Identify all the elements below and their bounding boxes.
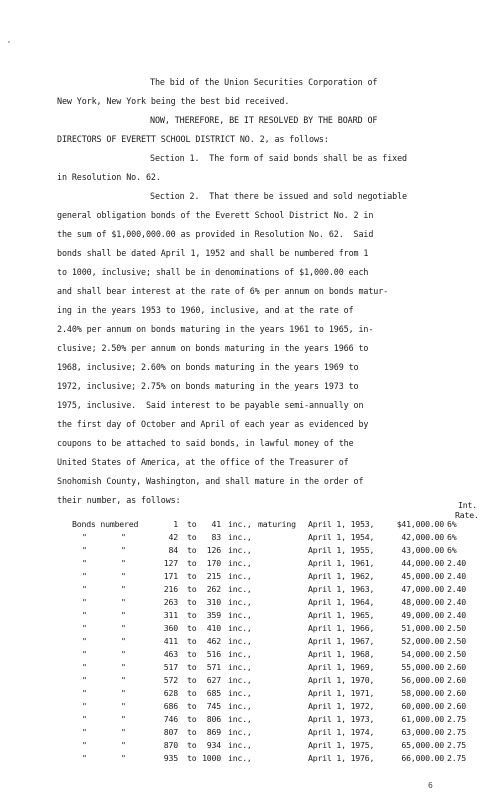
maturity-amount: 43,000.00 (401, 545, 444, 555)
ditto-mark: " (121, 623, 126, 633)
to-label: to (187, 519, 197, 529)
interest-rate: 2.40 (447, 597, 466, 607)
maturity-amount: 51,000.00 (401, 623, 444, 633)
body-text-line: to 1000, inclusive; shall be in denominations of $1,000.00 each (57, 267, 369, 277)
bond-number-to: 571 (206, 662, 221, 672)
interest-rate: 2.50 (447, 636, 466, 646)
ditto-mark: " (121, 649, 126, 659)
maturity-amount: $41,000.00 (396, 519, 444, 529)
maturity-date: April 1, 1962, (308, 571, 375, 581)
ditto-mark: " (121, 558, 126, 568)
bond-number-from: 1 (173, 519, 178, 529)
interest-rate: 2.40 (447, 571, 466, 581)
interest-rate: 2.50 (447, 649, 466, 659)
maturity-amount: 47,000.00 (401, 584, 444, 594)
interest-rate: 2.75 (447, 714, 466, 724)
body-text-line: DIRECTORS OF EVERETT SCHOOL DISTRICT NO. 2, as follows: (57, 134, 329, 144)
body-text-line: NOW, THEREFORE, BE IT RESOLVED BY THE BOARD OF (150, 115, 378, 125)
to-label: to (187, 753, 197, 763)
body-text-line: clusive; 2.50% per annum on bonds maturing in the years 1966 to (57, 343, 369, 353)
to-label: to (187, 571, 197, 581)
ditto-mark: " (82, 636, 87, 646)
ditto-mark: " (82, 558, 87, 568)
inclusive-label: inc., (228, 740, 252, 750)
interest-rate: 2.40 (447, 584, 466, 594)
bond-number-to: 215 (206, 571, 221, 581)
inclusive-label: inc., (228, 532, 252, 542)
body-text-line: the first day of October and April of each year as evidenced by (57, 419, 369, 429)
maturity-date: April 1, 1953, (308, 519, 375, 529)
maturity-date: April 1, 1967, (308, 636, 375, 646)
maturity-amount: 45,000.00 (401, 571, 444, 581)
to-label: to (187, 610, 197, 620)
maturity-amount: 66,000.00 (401, 753, 444, 763)
bond-number-to: 359 (206, 610, 221, 620)
bond-number-to: 262 (206, 584, 221, 594)
to-label: to (187, 532, 197, 542)
bond-number-to: 934 (206, 740, 221, 750)
bond-number-to: 170 (206, 558, 221, 568)
bond-number-to: 410 (206, 623, 221, 633)
inclusive-label: inc., (228, 714, 252, 724)
body-text-line: 1975, inclusive. Said interest to be payable semi-annually on (57, 400, 364, 410)
bond-number-from: 127 (163, 558, 178, 568)
to-label: to (187, 623, 197, 633)
bond-number-from: 360 (163, 623, 178, 633)
maturity-date: April 1, 1971, (308, 688, 375, 698)
bond-number-to: 685 (206, 688, 221, 698)
maturity-date: April 1, 1961, (308, 558, 375, 568)
maturity-date: April 1, 1970, (308, 675, 375, 685)
interest-rate: 2.40 (447, 610, 466, 620)
to-label: to (187, 636, 197, 646)
bond-number-to: 126 (206, 545, 221, 555)
interest-rate: 6% (447, 519, 457, 529)
body-text-line: ing in the years 1953 to 1960, inclusive, and at the rate of (57, 305, 354, 315)
bond-number-from: 171 (163, 571, 178, 581)
to-label: to (187, 714, 197, 724)
inclusive-label: inc., (228, 571, 252, 581)
maturity-date: April 1, 1976, (308, 753, 375, 763)
to-label: to (187, 662, 197, 672)
ditto-mark: " (121, 584, 126, 594)
ditto-mark: " (121, 701, 126, 711)
inclusive-label: inc., (228, 688, 252, 698)
maturity-amount: 63,000.00 (401, 727, 444, 737)
interest-rate: 6% (447, 545, 457, 555)
interest-rate: 2.60 (447, 701, 466, 711)
bond-number-from: 463 (163, 649, 178, 659)
bond-number-from: 870 (163, 740, 178, 750)
maturity-date: April 1, 1963, (308, 584, 375, 594)
maturity-amount: 49,000.00 (401, 610, 444, 620)
maturity-amount: 48,000.00 (401, 597, 444, 607)
body-text-line: 1972, inclusive; 2.75% on bonds maturing in the years 1973 to (57, 381, 359, 391)
ditto-mark: " (82, 597, 87, 607)
ditto-mark: " (121, 597, 126, 607)
body-text-line: 1968, inclusive; 2.60% on bonds maturing in the years 1969 to (57, 362, 359, 372)
ditto-mark: " (82, 649, 87, 659)
bond-number-to: 41 (211, 519, 221, 529)
ditto-mark: " (121, 675, 126, 685)
body-text-line: bonds shall be dated April 1, 1952 and shall be numbered from 1 (57, 248, 369, 258)
maturity-amount: 60,000.00 (401, 701, 444, 711)
maturity-date: April 1, 1973, (308, 714, 375, 724)
interest-rate: 2.60 (447, 688, 466, 698)
ditto-mark: " (82, 584, 87, 594)
interest-rate: 2.60 (447, 662, 466, 672)
bond-number-to: 516 (206, 649, 221, 659)
to-label: to (187, 688, 197, 698)
to-label: to (187, 740, 197, 750)
to-label: to (187, 558, 197, 568)
body-text-line: Section 1. The form of said bonds shall be as fixed (150, 153, 407, 163)
ditto-mark: " (82, 545, 87, 555)
ditto-mark: " (121, 571, 126, 581)
bond-number-to: 1000 (202, 753, 221, 763)
maturity-date: April 1, 1968, (308, 649, 375, 659)
bond-number-to: 310 (206, 597, 221, 607)
inclusive-label: inc., (228, 558, 252, 568)
bond-number-to: 462 (206, 636, 221, 646)
ditto-mark: " (82, 532, 87, 542)
ditto-mark: " (82, 714, 87, 724)
ditto-mark: " (121, 662, 126, 672)
bond-number-from: 411 (163, 636, 178, 646)
rate-header-line: Int. (458, 500, 477, 510)
inclusive-label: inc., (228, 701, 252, 711)
to-label: to (187, 545, 197, 555)
body-text-line: in Resolution No. 62. (57, 172, 161, 182)
to-label: to (187, 727, 197, 737)
bond-number-from: 311 (163, 610, 178, 620)
ditto-mark: " (82, 675, 87, 685)
maturity-amount: 52,000.00 (401, 636, 444, 646)
inclusive-label: inc., (228, 519, 252, 529)
inclusive-label: inc., (228, 753, 252, 763)
maturity-date: April 1, 1974, (308, 727, 375, 737)
ditto-mark: " (121, 740, 126, 750)
maturity-amount: 56,000.00 (401, 675, 444, 685)
interest-rate: 6% (447, 532, 457, 542)
bond-number-from: 263 (163, 597, 178, 607)
to-label: to (187, 597, 197, 607)
body-text-line: New York, New York being the best bid received. (57, 96, 290, 106)
to-label: to (187, 649, 197, 659)
to-label: to (187, 584, 197, 594)
maturity-date: April 1, 1954, (308, 532, 375, 542)
inclusive-label: inc., (228, 610, 252, 620)
maturity-amount: 54,000.00 (401, 649, 444, 659)
maturity-amount: 42,000.00 (401, 532, 444, 542)
body-text-line: coupons to be attached to said bonds, in lawful money of the (57, 438, 354, 448)
ditto-mark: " (121, 532, 126, 542)
interest-rate: 2.75 (447, 727, 466, 737)
ditto-mark: " (82, 740, 87, 750)
margin-mark: , (7, 36, 12, 44)
maturity-amount: 58,000.00 (401, 688, 444, 698)
bond-number-from: 42 (168, 532, 178, 542)
ditto-mark: " (121, 727, 126, 737)
ditto-mark: " (121, 688, 126, 698)
bonds-numbered-label: Bonds numbered (72, 519, 139, 529)
ditto-mark: " (121, 714, 126, 724)
maturity-date: April 1, 1975, (308, 740, 375, 750)
inclusive-label: inc., (228, 623, 252, 633)
bond-number-from: 807 (163, 727, 178, 737)
bond-number-from: 746 (163, 714, 178, 724)
inclusive-label: inc., (228, 649, 252, 659)
interest-rate: 2.75 (447, 740, 466, 750)
body-text-line: Section 2. That there be issued and sold negotiable (150, 191, 407, 201)
bond-number-from: 628 (163, 688, 178, 698)
ditto-mark: " (121, 636, 126, 646)
body-text-line: general obligation bonds of the Everett School District No. 2 in (57, 210, 374, 220)
body-text-line: Snohomish County, Washington, and shall mature in the order of (57, 476, 364, 486)
ditto-mark: " (82, 701, 87, 711)
bond-number-from: 84 (168, 545, 178, 555)
maturity-amount: 55,000.00 (401, 662, 444, 672)
inclusive-label: inc., (228, 545, 252, 555)
ditto-mark: " (82, 753, 87, 763)
bond-number-from: 935 (163, 753, 178, 763)
maturity-date: April 1, 1972, (308, 701, 375, 711)
ditto-mark: " (82, 662, 87, 672)
ditto-mark: " (82, 571, 87, 581)
bond-number-from: 216 (163, 584, 178, 594)
bond-number-from: 517 (163, 662, 178, 672)
inclusive-label: inc., (228, 727, 252, 737)
inclusive-label: inc., (228, 584, 252, 594)
inclusive-label: inc., (228, 675, 252, 685)
ditto-mark: " (82, 688, 87, 698)
body-text-line: The bid of the Union Securities Corporation of (150, 77, 378, 87)
body-text-line: 2.40% per annum on bonds maturing in the years 1961 to 1965, in- (57, 324, 374, 334)
inclusive-label: inc., (228, 662, 252, 672)
to-label: to (187, 675, 197, 685)
maturity-date: April 1, 1964, (308, 597, 375, 607)
rate-header-line: Rate. (455, 510, 479, 520)
body-text-line: the sum of $1,000,000.00 as provided in Resolution No. 62. Said (57, 229, 374, 239)
ditto-mark: " (121, 610, 126, 620)
maturity-date: April 1, 1965, (308, 610, 375, 620)
body-text-line: and shall bear interest at the rate of 6% per annum on bonds matur- (57, 286, 389, 296)
bond-number-from: 572 (163, 675, 178, 685)
bond-number-to: 869 (206, 727, 221, 737)
to-label: to (187, 701, 197, 711)
ditto-mark: " (121, 545, 126, 555)
bond-number-to: 745 (206, 701, 221, 711)
maturity-amount: 44,000.00 (401, 558, 444, 568)
bond-number-from: 686 (163, 701, 178, 711)
inclusive-label: inc., (228, 597, 252, 607)
maturity-date: April 1, 1969, (308, 662, 375, 672)
interest-rate: 2.40 (447, 558, 466, 568)
inclusive-label: inc., (228, 636, 252, 646)
interest-rate: 2.75 (447, 753, 466, 763)
maturity-amount: 61,000.00 (401, 714, 444, 724)
bond-number-to: 806 (206, 714, 221, 724)
ditto-mark: " (82, 610, 87, 620)
ditto-mark: " (82, 727, 87, 737)
body-text-line: their number, as follows: (57, 495, 181, 505)
maturity-date: April 1, 1966, (308, 623, 375, 633)
page-number: 6 (428, 781, 433, 790)
interest-rate: 2.60 (447, 675, 466, 685)
bond-number-to: 627 (206, 675, 221, 685)
interest-rate: 2.50 (447, 623, 466, 633)
ditto-mark: " (121, 753, 126, 763)
ditto-mark: " (82, 623, 87, 633)
maturity-date: April 1, 1955, (308, 545, 375, 555)
bond-number-to: 83 (211, 532, 221, 542)
body-text-line: United States of America, at the office of the Treasurer of (57, 457, 349, 467)
maturing-label: maturing (258, 519, 296, 529)
maturity-amount: 65,000.00 (401, 740, 444, 750)
